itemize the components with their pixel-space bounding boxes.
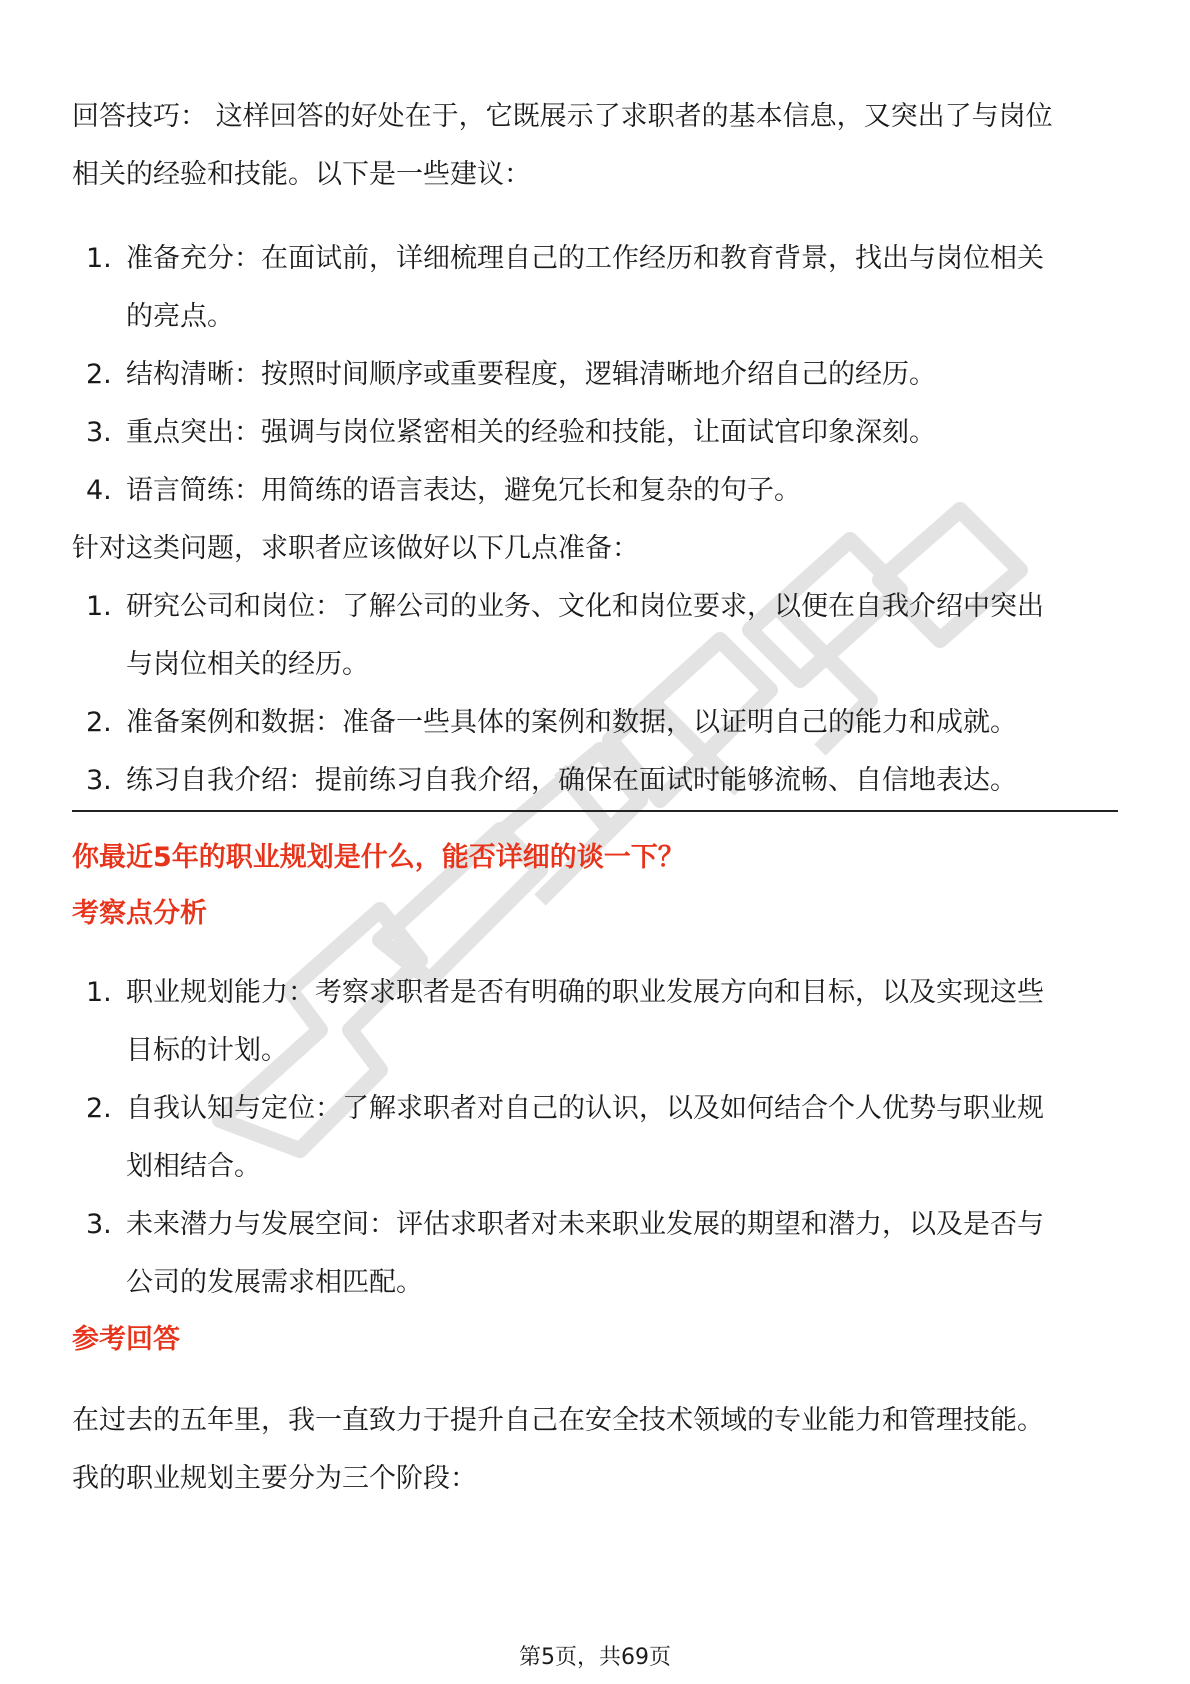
- list-text: 划相结合。: [126, 1151, 261, 1182]
- answer-line: 我的职业规划主要分为三个阶段：: [72, 1463, 477, 1494]
- intro-line: 回答技巧： 这样回答的好处在于，它既展示了求职者的基本信息，又突出了与岗位: [72, 101, 1053, 132]
- list-item: [72, 964, 1118, 1080]
- question-heading: 你最近5年的职业规划是什么，能否详细的谈一下？: [72, 842, 685, 873]
- answer-heading: 参考回答: [72, 1324, 180, 1355]
- tips-list: [72, 230, 1118, 520]
- list-item: [72, 578, 1118, 694]
- prep-intro: 针对这类问题，求职者应该做好以下几点准备：: [72, 533, 639, 564]
- list-item: [72, 346, 1118, 404]
- list-number: 2.: [86, 707, 112, 738]
- page-content: [72, 88, 1118, 1508]
- list-item: [72, 1080, 1118, 1196]
- list-text: 的亮点。: [126, 301, 234, 332]
- page-footer: 第5页，共69页: [519, 1645, 671, 1670]
- list-text: 结构清晰：按照时间顺序或重要程度，逻辑清晰地介绍自己的经历。: [126, 359, 936, 390]
- list-item: [72, 230, 1118, 346]
- list-number: 1.: [86, 591, 112, 622]
- list-text: 与岗位相关的经历。: [126, 649, 369, 680]
- list-text: 目标的计划。: [126, 1035, 288, 1066]
- list-item: [72, 694, 1118, 752]
- list-number: 1.: [86, 977, 112, 1008]
- section-divider: [72, 810, 1118, 812]
- prep-list: [72, 578, 1118, 810]
- list-number: 3.: [86, 765, 112, 796]
- list-text: 职业规划能力：考察求职者是否有明确的职业发展方向和目标，以及实现这些: [126, 977, 1044, 1008]
- analysis-heading: 考察点分析: [72, 898, 207, 929]
- list-number: 4.: [86, 475, 112, 506]
- intro-paragraph: [72, 88, 1118, 204]
- list-item: [72, 752, 1118, 810]
- list-text: 准备充分：在面试前，详细梳理自己的工作经历和教育背景，找出与岗位相关: [126, 243, 1044, 274]
- list-number: 2.: [86, 359, 112, 390]
- list-text: 练习自我介绍：提前练习自我介绍，确保在面试时能够流畅、自信地表达。: [126, 765, 1017, 796]
- list-number: 1.: [86, 243, 112, 274]
- list-number: 3.: [86, 417, 112, 448]
- list-number: 3.: [86, 1209, 112, 1240]
- list-text: 自我认知与定位：了解求职者对自己的认识，以及如何结合个人优势与职业规: [126, 1093, 1044, 1124]
- list-text: 准备案例和数据：准备一些具体的案例和数据，以证明自己的能力和成就。: [126, 707, 1017, 738]
- analysis-list: [72, 964, 1118, 1312]
- list-text: 研究公司和岗位：了解公司的业务、文化和岗位要求，以便在自我介绍中突出: [126, 591, 1044, 622]
- list-item: [72, 462, 1118, 520]
- list-text: 语言简练：用简练的语言表达，避免冗长和复杂的句子。: [126, 475, 801, 506]
- list-text: 未来潜力与发展空间：评估求职者对未来职业发展的期望和潜力，以及是否与: [126, 1209, 1044, 1240]
- list-number: 2.: [86, 1093, 112, 1124]
- intro-line: 相关的经验和技能。以下是一些建议：: [72, 159, 531, 190]
- list-text: 重点突出：强调与岗位紧密相关的经验和技能，让面试官印象深刻。: [126, 417, 936, 448]
- list-item: [72, 1196, 1118, 1312]
- list-text: 公司的发展需求相匹配。: [126, 1267, 423, 1298]
- list-item: [72, 404, 1118, 462]
- answer-line: 在过去的五年里，我一直致力于提升自己在安全技术领域的专业能力和管理技能。: [72, 1405, 1044, 1436]
